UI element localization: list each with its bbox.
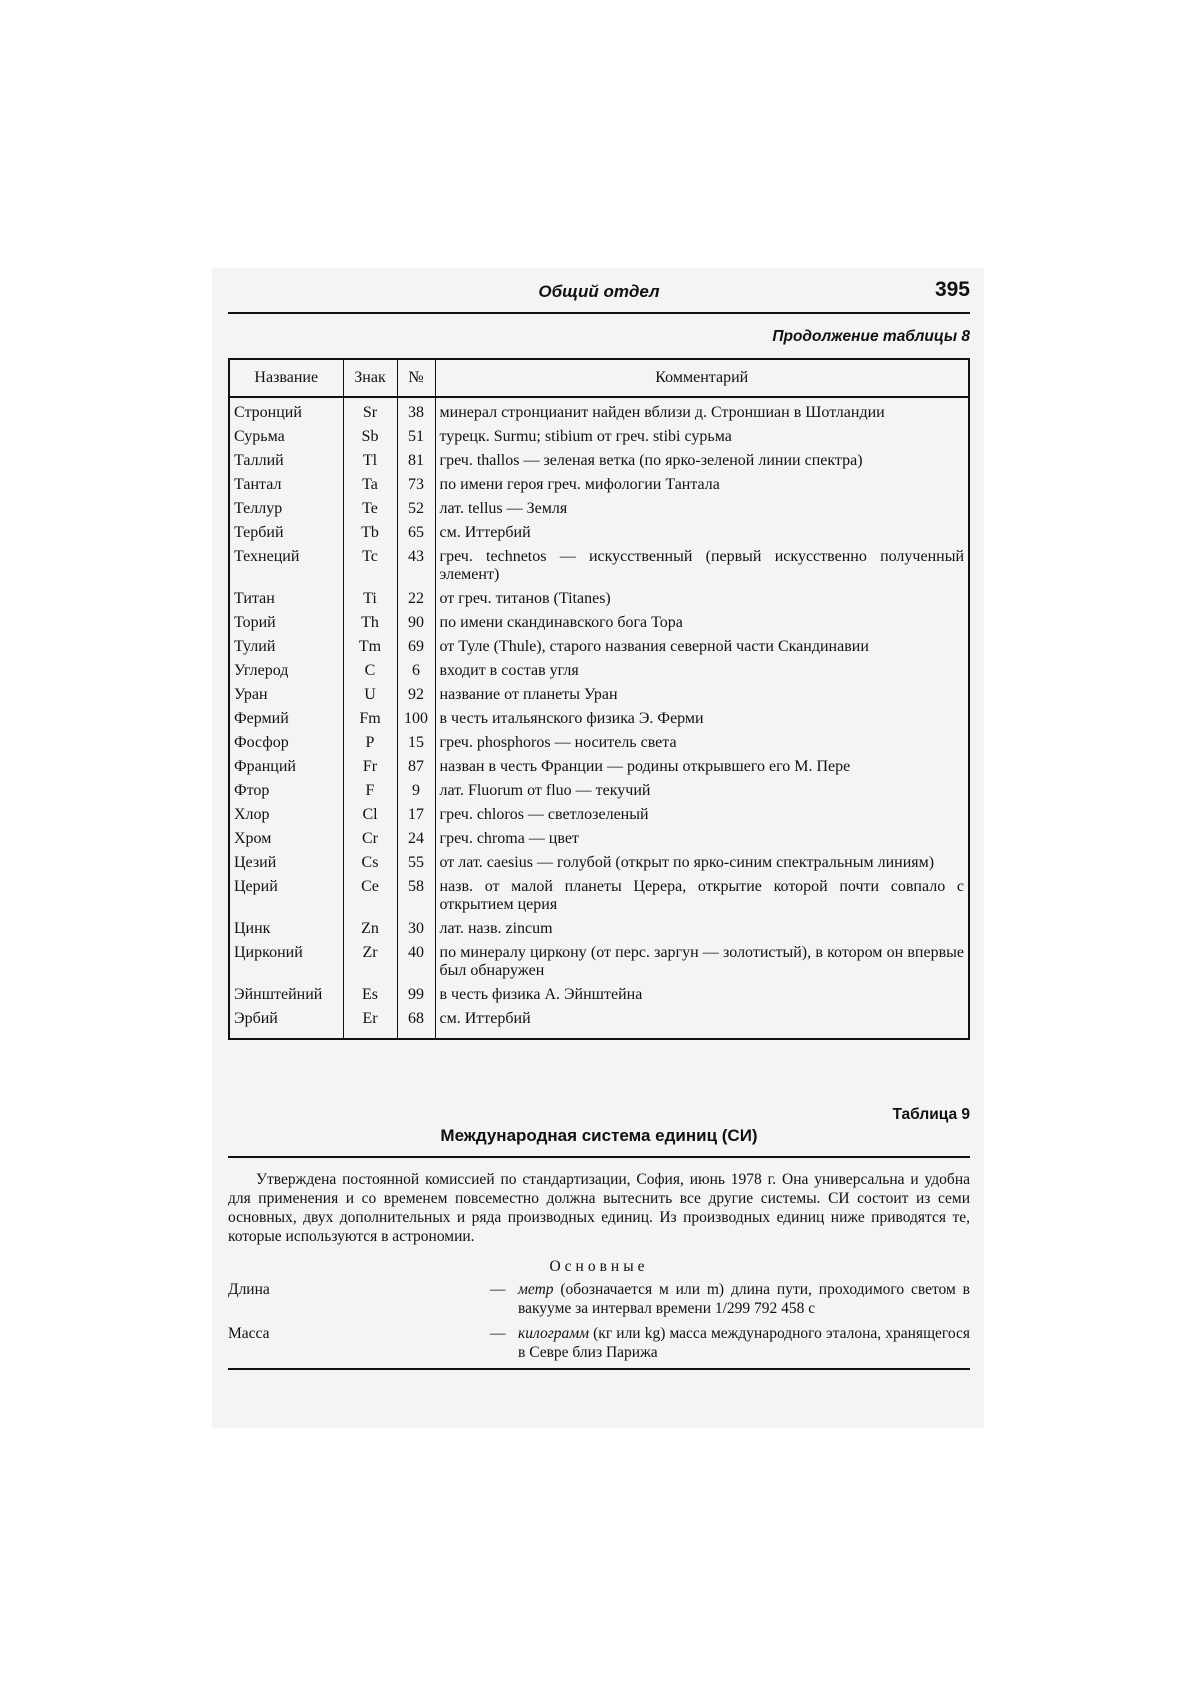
unit-quantity: Длина — [228, 1281, 270, 1298]
element-number-cell: 58 — [397, 876, 435, 918]
element-symbol-cell: Tc — [343, 546, 397, 588]
table-row — [229, 918, 969, 942]
element-comment-cell: греч. chroma — цвет — [435, 828, 969, 852]
element-symbol-cell: Ti — [343, 588, 397, 612]
unit-dash: — — [490, 1281, 506, 1298]
element-symbol-cell: Sb — [343, 426, 397, 450]
element-number-cell: 6 — [397, 660, 435, 684]
table-row — [229, 522, 969, 546]
table-row — [229, 756, 969, 780]
element-comment-cell: назван в честь Франции — родины открывшего его М. Пере — [435, 756, 969, 780]
element-name-cell: Цезий — [234, 854, 277, 871]
element-name-cell: Таллий — [234, 452, 284, 469]
table-row — [229, 450, 969, 474]
unit-definition — [518, 1324, 970, 1362]
element-name-cell: Стронций — [234, 404, 302, 421]
element-number-cell: 24 — [397, 828, 435, 852]
element-symbol-cell: Tb — [343, 522, 397, 546]
element-number-cell: 17 — [397, 804, 435, 828]
element-comment-cell: греч. chloros — светлозеленый — [435, 804, 969, 828]
element-symbol-cell: U — [343, 684, 397, 708]
si-intro-paragraph: Утверждена постоянной комиссией по стандартизации, София, июнь 1978 г. Она универсальна и удобна для применения и со временем повсеместно должна вытеснить все другие системы. СИ состоит из семи основных, двух дополнительных и ряда производных единиц. Из производных единиц ниже приводятся те, которые используются в астрономии. — [228, 1171, 970, 1245]
element-number-cell: 87 — [397, 756, 435, 780]
unit-definition-text: (кг или kg) масса международного эталона, хранящегося в Севре близ Парижа — [518, 1325, 970, 1361]
element-comment-cell: от греч. титанов (Titanes) — [435, 588, 969, 612]
element-comment-cell: входит в состав угля — [435, 660, 969, 684]
element-name-cell: Торий — [234, 614, 276, 631]
element-comment-cell: лат. Fluorum от fluo — текучий — [435, 780, 969, 804]
element-symbol-cell: Te — [343, 498, 397, 522]
table-row — [229, 708, 969, 732]
table9-title: Международная система единиц (СИ) — [228, 1126, 970, 1158]
table-row — [229, 588, 969, 612]
table-row — [229, 426, 969, 450]
element-name-cell: Технеций — [234, 548, 300, 565]
element-name-cell: Фермий — [234, 710, 289, 727]
table-row — [229, 1008, 969, 1039]
element-number-cell: 40 — [397, 942, 435, 984]
element-symbol-cell: Cr — [343, 828, 397, 852]
element-number-cell: 15 — [397, 732, 435, 756]
table-row — [229, 474, 969, 498]
element-name-cell: Сурьма — [234, 428, 285, 445]
base-units-subheading: Основные — [549, 1258, 649, 1275]
element-name-cell: Теллур — [234, 500, 283, 517]
element-comment-cell: от Туле (Thule), старого названия северной части Скандинавии — [435, 636, 969, 660]
element-symbol-cell: Ce — [343, 876, 397, 918]
unit-definition — [518, 1280, 970, 1318]
element-symbol-cell: Th — [343, 612, 397, 636]
table-row — [229, 660, 969, 684]
unit-row-mass — [228, 1324, 970, 1362]
element-comment-cell: название от планеты Уран — [435, 684, 969, 708]
element-number-cell: 43 — [397, 546, 435, 588]
running-header — [228, 278, 970, 314]
element-comment-cell: от лат. caesius — голубой (открыт по ярко-синим спектральным линиям) — [435, 852, 969, 876]
element-comment-cell: см. Иттербий — [435, 1008, 969, 1039]
column-header-name: Название — [229, 359, 343, 397]
unit-definition-text: (обозначается м или m) длина пути, проходимого светом в вакууме за интервал времени 1/299 792 458 с — [518, 1281, 970, 1317]
element-comment-cell: греч. technetos — искусственный (первый искусственно полученный элемент) — [435, 546, 969, 588]
unit-dash: — — [490, 1325, 506, 1342]
element-comment-cell: минерал стронцианит найден вблизи д. Строншиан в Шотландии — [435, 397, 969, 426]
element-comment-cell: по минералу циркону (от перс. заргун — золотистый), в котором он впервые был обнаружен — [435, 942, 969, 984]
elements-table — [228, 358, 970, 1040]
element-number-cell: 69 — [397, 636, 435, 660]
element-comment-cell: лат. tellus — Земля — [435, 498, 969, 522]
unit-term: метр — [518, 1281, 554, 1298]
element-number-cell: 68 — [397, 1008, 435, 1039]
element-name-cell: Хром — [234, 830, 272, 847]
element-number-cell: 55 — [397, 852, 435, 876]
table-row — [229, 828, 969, 852]
element-number-cell: 100 — [397, 708, 435, 732]
element-comment-cell: турецк. Surmu; stibium от греч. stibi сурьма — [435, 426, 969, 450]
element-name-cell: Углерод — [234, 662, 289, 679]
element-comment-cell: греч. thallos — зеленая ветка (по ярко-зеленой линии спектра) — [435, 450, 969, 474]
element-number-cell: 30 — [397, 918, 435, 942]
element-name-cell: Цинк — [234, 920, 271, 937]
element-symbol-cell: Fr — [343, 756, 397, 780]
bottom-rule — [228, 1368, 970, 1370]
table-row — [229, 684, 969, 708]
element-number-cell: 90 — [397, 612, 435, 636]
element-number-cell: 99 — [397, 984, 435, 1008]
unit-term: килограмм — [518, 1325, 590, 1342]
column-header-number: № — [397, 359, 435, 397]
base-units-list — [228, 1280, 970, 1362]
element-comment-cell: назв. от малой планеты Церера, открытие которой почти совпало с открытием церия — [435, 876, 969, 918]
element-name-cell: Церий — [234, 878, 278, 895]
element-symbol-cell: F — [343, 780, 397, 804]
element-symbol-cell: P — [343, 732, 397, 756]
unit-quantity: Масса — [228, 1325, 270, 1342]
element-comment-cell: греч. phosphoros — носитель света — [435, 732, 969, 756]
element-name-cell: Фосфор — [234, 734, 289, 751]
table-row — [229, 876, 969, 918]
section-title: Общий отдел — [538, 282, 660, 301]
element-number-cell: 65 — [397, 522, 435, 546]
table-row — [229, 546, 969, 588]
element-name-cell: Фтор — [234, 782, 270, 799]
element-number-cell: 51 — [397, 426, 435, 450]
element-name-cell: Цирконий — [234, 944, 303, 961]
element-symbol-cell: Cs — [343, 852, 397, 876]
element-symbol-cell: Zr — [343, 942, 397, 984]
element-name-cell: Тулий — [234, 638, 276, 655]
element-name-cell: Тантал — [234, 476, 282, 493]
table-continuation-label: Продолжение таблицы 8 — [772, 328, 970, 345]
element-comment-cell: в честь физика А. Эйнштейна — [435, 984, 969, 1008]
table-row — [229, 984, 969, 1008]
element-symbol-cell: Tm — [343, 636, 397, 660]
element-symbol-cell: Es — [343, 984, 397, 1008]
element-comment-cell: по имени героя греч. мифологии Тантала — [435, 474, 969, 498]
table-row — [229, 804, 969, 828]
elements-table-body — [229, 397, 969, 1039]
element-comment-cell: по имени скандинавского бога Тора — [435, 612, 969, 636]
element-number-cell: 92 — [397, 684, 435, 708]
element-comment-cell: в честь итальянского физика Э. Ферми — [435, 708, 969, 732]
element-name-cell: Титан — [234, 590, 275, 607]
element-number-cell: 9 — [397, 780, 435, 804]
table-row — [229, 498, 969, 522]
table-header-row — [229, 359, 969, 397]
element-symbol-cell: Sr — [343, 397, 397, 426]
element-number-cell: 81 — [397, 450, 435, 474]
table-row — [229, 780, 969, 804]
table-row — [229, 612, 969, 636]
element-symbol-cell: Fm — [343, 708, 397, 732]
element-comment-cell: лат. назв. zincum — [435, 918, 969, 942]
table-row — [229, 942, 969, 984]
element-name-cell: Франций — [234, 758, 296, 775]
element-symbol-cell: Zn — [343, 918, 397, 942]
page-number: 395 — [934, 278, 970, 301]
element-symbol-cell: C — [343, 660, 397, 684]
element-symbol-cell: Ta — [343, 474, 397, 498]
table-row — [229, 636, 969, 660]
element-number-cell: 52 — [397, 498, 435, 522]
element-comment-cell: см. Иттербий — [435, 522, 969, 546]
element-name-cell: Тербий — [234, 524, 284, 541]
book-page — [228, 278, 970, 1370]
element-number-cell: 73 — [397, 474, 435, 498]
column-header-symbol: Знак — [343, 359, 397, 397]
table9-label: Таблица 9 — [892, 1106, 970, 1123]
table-row — [229, 732, 969, 756]
element-name-cell: Эйнштейний — [234, 986, 323, 1003]
element-name-cell: Уран — [234, 686, 268, 703]
column-header-comment: Комментарий — [435, 359, 969, 397]
element-number-cell: 38 — [397, 397, 435, 426]
unit-row-length — [228, 1280, 970, 1318]
element-symbol-cell: Cl — [343, 804, 397, 828]
element-name-cell: Эрбий — [234, 1010, 278, 1027]
element-symbol-cell: Tl — [343, 450, 397, 474]
table-row — [229, 397, 969, 426]
table-row — [229, 852, 969, 876]
element-number-cell: 22 — [397, 588, 435, 612]
element-name-cell: Хлор — [234, 806, 270, 823]
element-symbol-cell: Er — [343, 1008, 397, 1039]
